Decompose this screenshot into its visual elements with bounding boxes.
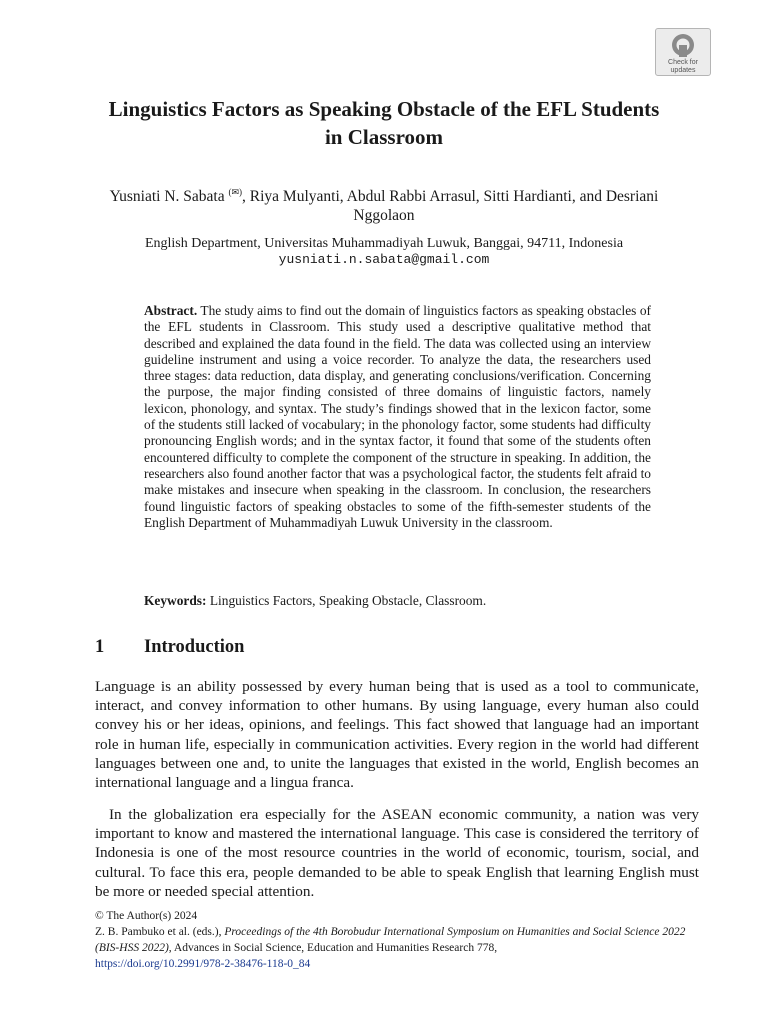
badge-label-line2: updates bbox=[670, 67, 696, 74]
intro-paragraph-1: Language is an ability possessed by every human being that is used as a tool to communicate, interact, and convey information to other humans. By using language, every human also could convey his or her ideas, opinions, and feelings. This fact showed that language had an important role in human life, especially in communication activities. Every region in the world had different languages between one and, to unite the languages that existed in the world, English becomes an international language and a lingua franca. bbox=[95, 678, 699, 792]
intro-paragraph-2: In the globalization era especially for the ASEAN economic community, a nation was very important to know and mastered the international language. This case is considered the territory of Indonesia is one of the most resource countries in the world of economic, tourism, social, and cultural. To face this era, people demanded to be able to speak English that learning English must be more or needed special attention. bbox=[95, 806, 699, 900]
keywords bbox=[144, 592, 651, 609]
author-list bbox=[100, 183, 668, 225]
affiliation: English Department, Universitas Muhammadiyah Luwuk, Banggai, 94711, Indonesia bbox=[144, 236, 624, 251]
proceedings-title: Proceedings of the 4th Borobudur International Symposium on Humanities and Social Science 2022 (BIS-HSS 2022) bbox=[95, 926, 686, 954]
crossmark-icon bbox=[670, 32, 696, 58]
footer-notes bbox=[95, 908, 699, 972]
doi-link[interactable]: https://doi.org/10.2991/978-2-38476-118-0_84 bbox=[95, 958, 311, 970]
corresponding-author-icon: (✉) bbox=[228, 187, 243, 197]
keywords-text: Linguistics Factors, Speaking Obstacle, Classroom. bbox=[209, 593, 487, 608]
abstract-label: Abstract. bbox=[144, 303, 198, 318]
citation-line bbox=[95, 924, 699, 956]
copyright-line: © The Author(s) 2024 bbox=[95, 910, 198, 922]
check-for-updates-badge[interactable] bbox=[655, 28, 711, 76]
author-email[interactable]: yusniati.n.sabata@gmail.com bbox=[278, 252, 490, 267]
section-number: 1 bbox=[95, 637, 105, 657]
series-info: , Advances in Social Science, Education and Humanities Research 778, bbox=[168, 942, 498, 954]
first-author: Yusniati N. Sabata bbox=[109, 188, 225, 205]
abstract bbox=[144, 303, 651, 531]
abstract-text: The study aims to find out the domain of linguistics factors as speaking obstacles of the EFL students in Classroom. This study used a descriptive qualitative method that described and explained the data found in the field. The data was collected using an interview guideline instrument and using a voice recorder. To analyze the data, the researchers used three stages: data reduction, data display, and generating conclusions/verification. Concerning the purpose, the major finding consisted of three domains of linguistic factors, namely lexicon, phonology, and syntax. The study’s findings showed that in the lexicon factor, some of the students still lacked of vocabulary; in the phonology factor, some students had difficulty pronouncing English words; and in the syntax factor, it found that some of the students often encountered difficulty to complete the component of the structure in speaking. In addition, the researchers also found another factor that was a psychological factor, the students felt afraid to make mistakes and insecure when speaking in the classroom. In conclusion, the researchers found linguistic factors of speaking obstacles to some of the fifth-semester students of the English Department of Muhammadiyah Luwuk University in the classroom. bbox=[144, 303, 651, 530]
paper-title: Linguistics Factors as Speaking Obstacle of the EFL Students in Classroom bbox=[108, 97, 660, 149]
keywords-label: Keywords: bbox=[144, 593, 207, 608]
other-authors: , Riya Mulyanti, Abdul Rabbi Arrasul, Sitti Hardianti, and Desriani Nggolaon bbox=[242, 188, 659, 224]
section-title: Introduction bbox=[144, 637, 245, 657]
section-heading bbox=[95, 635, 675, 659]
badge-label-line1: Check for bbox=[668, 59, 698, 66]
citation-editors: Z. B. Pambuko et al. (eds.), bbox=[95, 926, 222, 938]
